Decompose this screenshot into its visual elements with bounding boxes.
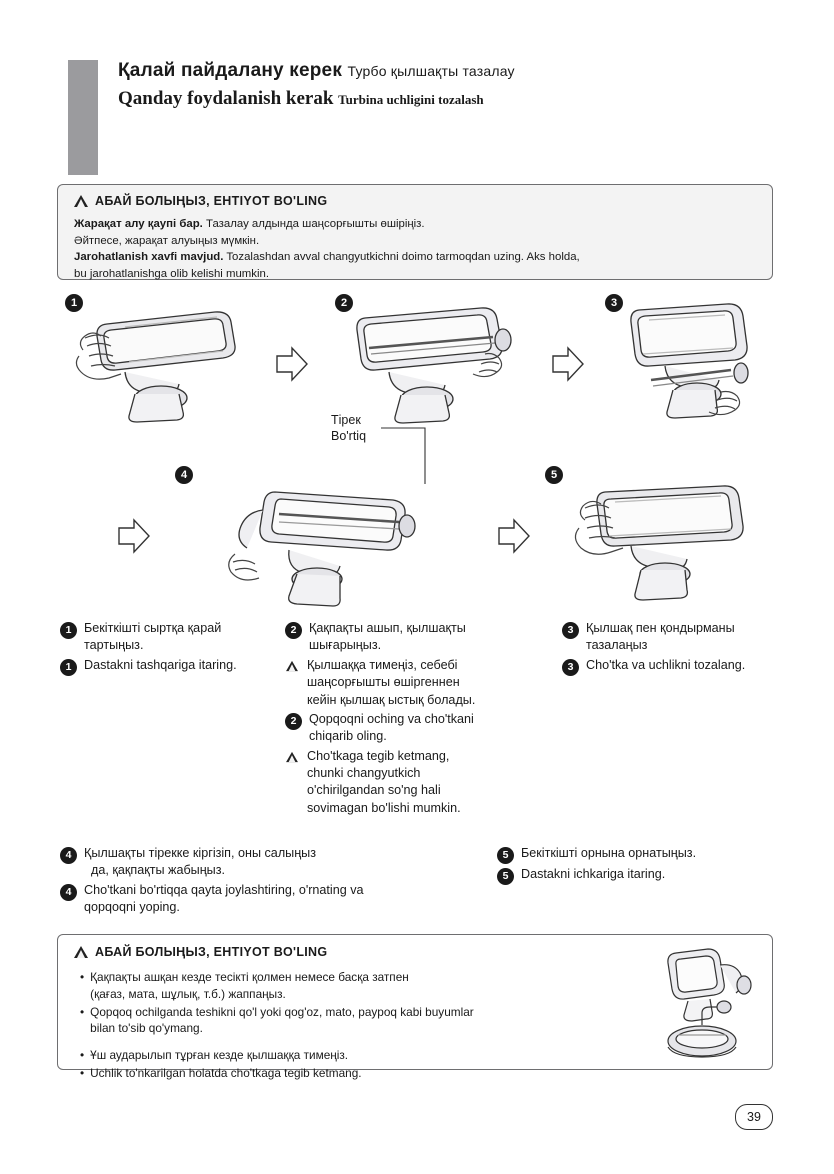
step-3-uz-text: Cho'tka va uchlikni tozalang. [586, 657, 746, 672]
step-3-badge-kk: 3 [562, 622, 579, 639]
nozzle-drawing-3 [605, 294, 773, 434]
nozzle-drawing-1 [65, 294, 260, 424]
step-2-kk [285, 620, 545, 655]
warning-bottom-bullets [80, 969, 670, 1083]
step-2-uz-text [309, 711, 545, 746]
warning-top-heading [74, 194, 327, 208]
warning-bullet-3-text: Ұш аударылып тұрған кезде қылшаққа тимеңіз. [90, 1048, 349, 1062]
step-2-uz-warning-line2: chunki changyutkich [307, 766, 421, 780]
warning-bullet-2 [80, 1004, 670, 1038]
flow-arrow-1 [275, 346, 309, 382]
warning-top-line3-rest: Tozalashdan avval changyutkichni doimo tarmoqdan uzing. Aks holda, [223, 251, 580, 264]
step-2-uz-line2: chiqarib oling. [309, 729, 387, 744]
step-2-kk-warning-line3: кейін қылшақ ыстық болады. [307, 692, 476, 707]
step-5-uz [497, 866, 797, 885]
illustration-badge-2: 2 [335, 294, 353, 312]
step-2-kk-warning [285, 657, 545, 709]
step-1-uz-text: Dastakni tashqariga itaring. [84, 657, 237, 672]
step-4-uz [60, 882, 480, 917]
bullet-marker: • [80, 1048, 85, 1062]
step-2-kk-line2: шығарыңыз. [309, 638, 382, 653]
warning-top-line4: bu jarohatlanishga olib kelishi mumkin. [74, 267, 270, 280]
warning-top-line1-bold: Жарақат алу қаупі бар. [74, 218, 203, 230]
step-3-kk [562, 620, 792, 655]
step-1-text [60, 620, 265, 678]
warning-top-heading-text: АБАЙ БОЛЫҢЫЗ, EHTIYOT BO'LING [95, 194, 328, 208]
warning-top-line1-rest: Тазалау алдында шаңсорғышты өшіріңіз. [202, 218, 425, 230]
step-4-text [60, 845, 480, 919]
illustration-step-3 [605, 294, 773, 434]
step-5-kk-text: Бекіткішті орнына орнатыңыз. [521, 846, 697, 860]
step-3-kk-line2: тазалаңыз [586, 638, 648, 653]
bullet-marker: • [80, 1004, 85, 1019]
step-2-badge-uz: 2 [285, 713, 302, 730]
nozzle-drawing-4 [175, 466, 425, 616]
step-5-uz-text: Dastakni ichkariga itaring. [521, 867, 666, 881]
illustration-badge-1: 1 [65, 294, 83, 312]
step-5-kk [497, 845, 797, 864]
warning-triangle-icon [74, 195, 88, 207]
warning-top-line3-bold: Jarohatlanish xavfi mavjud. [74, 251, 224, 264]
header-accent-bar [68, 60, 98, 175]
step-3-uz [562, 657, 792, 676]
warning-bullet-2-line1: Qopqoq ochilganda teshikni qo'l yoki qog'oz, mato, paypoq kabi buyumlar [90, 1004, 474, 1019]
warning-triangle-icon [74, 946, 88, 958]
callout-label [331, 413, 366, 444]
warning-bottom-heading-text: АБАЙ БОЛЫҢЫЗ, EHTIYOT BO'LING [95, 945, 328, 959]
step-2-uz [285, 711, 545, 746]
warning-bottom-heading [74, 945, 327, 959]
warning-bullet-4 [80, 1065, 670, 1082]
page-title-kk [118, 60, 515, 82]
flow-arrow-4 [117, 518, 151, 554]
warning-top-line1 [74, 216, 760, 233]
step-2-uz-line1: Qopqoqni oching va cho'tkani [309, 711, 474, 726]
step-4-uz-text [84, 882, 480, 917]
step-2-uz-warning [285, 748, 545, 818]
bullet-marker: • [80, 970, 85, 984]
warning-box-bottom [57, 934, 773, 1080]
illustration-badge-3: 3 [605, 294, 623, 312]
step-5-badge-uz: 5 [497, 868, 514, 885]
step-4-badge-uz: 4 [60, 884, 77, 901]
illustration-step-2 [335, 294, 535, 424]
page-title-uz-main: Qanday foydalanish kerak [118, 88, 334, 109]
step-1-badge-kk: 1 [60, 622, 77, 639]
page-header [68, 60, 768, 175]
illustration-badge-4: 4 [175, 466, 193, 484]
bullet-marker: • [80, 1065, 85, 1080]
flow-arrow-5 [497, 518, 531, 554]
step-4-kk [60, 845, 480, 880]
callout-label-kk: Тірек [331, 413, 361, 427]
warning-bullet-2-text [90, 1004, 474, 1038]
nozzle-illustration-warning [648, 943, 758, 1061]
warning-bullet-1-text [90, 969, 409, 1003]
step-2-kk-warning-line2: шаңсорғышты өшіргеннен [307, 675, 460, 690]
step-2-text [285, 620, 545, 819]
step-1-badge-uz: 1 [60, 659, 77, 676]
page-title-uz-sub: Turbina uchligini tozalash [338, 92, 484, 107]
illustration-step-5 [545, 466, 765, 616]
step-5-badge-kk: 5 [497, 847, 514, 864]
step-4-badge-kk: 4 [60, 847, 77, 864]
step-2-kk-line1: Қақпақты ашып, қылшақты [309, 621, 466, 635]
page-number: 39 [735, 1104, 773, 1130]
illustration-step-1 [65, 294, 260, 424]
page-title-kk-main: Қалай пайдалану керек [118, 60, 343, 81]
warning-triangle-icon [285, 751, 300, 768]
warning-box-top [57, 184, 773, 280]
warning-top-line3 [74, 249, 760, 266]
illustration-badge-5: 5 [545, 466, 563, 484]
warning-top-line2: Әйтпесе, жарақат алуыңыз мүмкін. [74, 234, 260, 247]
illustration-step-4 [175, 466, 425, 616]
warning-bullet-1-line2: (қағаз, мата, шұлық, т.б.) жаппаңыз. [90, 986, 286, 1001]
step-2-uz-warning-line3: o'chirilgandan so'ng hali [307, 783, 441, 798]
step-1-kk [60, 620, 265, 655]
warning-bullet-2-line2: bilan to'sib qo'ymang. [90, 1021, 203, 1036]
step-5-text [497, 845, 797, 887]
warning-bullet-4-text: Uchlik to'nkarilgan holatda cho'tkaga tegib ketmang. [90, 1065, 362, 1080]
warning-bullet-1-line1: Қақпақты ашқан кезде тесікті қолмен немесе басқа затпен [90, 970, 409, 984]
step-1-kk-line1: Бекіткішті сыртқа қарай [84, 621, 222, 635]
step-1-kk-text [84, 620, 265, 655]
step-2-kk-warning-text [307, 657, 545, 709]
flow-arrow-2 [551, 346, 585, 382]
step-2-uz-warning-text [307, 748, 545, 818]
step-4-kk-line1: Қылшақты тірекке кіргізіп, оны салыңыз [84, 846, 316, 860]
step-2-uz-warning-line1: Cho'tkaga tegib ketmang, [307, 748, 450, 763]
callout-label-uz: Bo'rtiq [331, 428, 367, 443]
illustration-area [57, 288, 773, 618]
warning-top-body [74, 216, 760, 282]
warning-triangle-icon [285, 660, 300, 677]
step-3-kk-line1: Қылшақ пен қондырманы [586, 621, 735, 635]
step-4-uz-line1: Cho'tkani bo'rtiqqa qayta joylashtiring, o'rnating va [84, 882, 364, 897]
step-3-text [562, 620, 792, 678]
page-title-kk-sub: Турбо қылшақты тазалау [347, 63, 515, 79]
step-2-kk-text [309, 620, 545, 655]
step-4-kk-text [84, 845, 480, 880]
step-2-uz-warning-line4: sovimagan bo'lishi mumkin. [307, 800, 461, 815]
step-1-uz [60, 657, 265, 676]
page-title-uz [118, 88, 484, 110]
step-3-kk-text [586, 620, 792, 655]
warning-bullet-1 [80, 969, 670, 1003]
step-4-uz-line2: qopqoqni yoping. [84, 900, 180, 915]
nozzle-drawing-2 [335, 294, 535, 424]
step-4-kk-line2: да, қақпақты жабыңыз. [91, 863, 225, 878]
step-2-badge-kk: 2 [285, 622, 302, 639]
warning-bullet-3 [80, 1047, 670, 1064]
step-1-kk-line2: тартыңыз. [84, 638, 144, 653]
nozzle-drawing-5 [545, 466, 765, 616]
step-3-badge-uz: 3 [562, 659, 579, 676]
step-2-kk-warning-line1: Қылшаққа тимеңіз, себебі [307, 657, 458, 672]
